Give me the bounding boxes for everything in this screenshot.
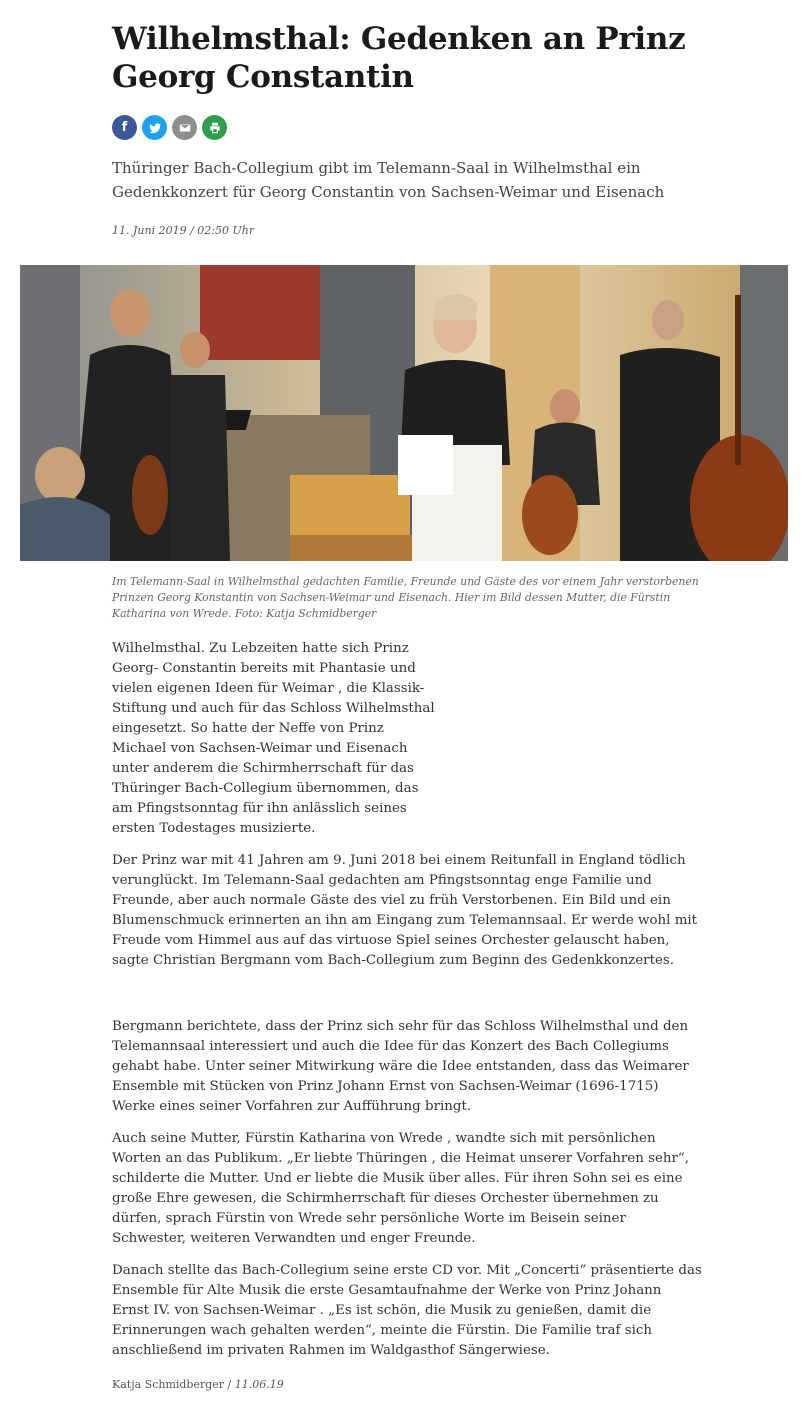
- article-photo: [20, 265, 788, 561]
- body-paragraph-4: Auch seine Mutter, Fürstin Katharina von Wrede , wandte sich mit persönlichen Worten an das Publikum. „Er liebte Thüringen , die Heimat unserer Vorfahren sehr“, schilderte die Mutter. Und er liebte die Musik über alles. Für ihren Sohn sei es eine große Ehre gewesen, die Schirmherrschaft für dieses Orchester übernehmen zu dürfen, sprach Fürstin von Wrede sehr persönliche Worte im Beisein seiner Schwester, weiteren Verwandten und enger Freunde.: [112, 1131, 690, 1246]
- byline-date: 11.06.19: [234, 1378, 284, 1391]
- article-lead: Thüringer Bach-Collegium gibt im Telemann-Saal in Wilhelmsthal ein Gedenkkonzert für Georg Constantin von Sachsen-Weimar und Eisenach: [112, 159, 665, 201]
- facebook-share-button[interactable]: [112, 115, 137, 140]
- byline-author: Katja Schmidberger: [112, 1378, 225, 1391]
- body-paragraph-2: Der Prinz war mit 41 Jahren am 9. Juni 2018 bei einem Reitunfall in England tödlich verunglückt. Im Telemann-Saal gedachten am Pfingstsonntag enge Familie und Freunde, aber auch normale Gäste des viel zu früh Verstorbenen. Ein Bild und ein Blumenschmuck erinnerten an ihn am Eingang zum Telemannsaal. Er werde wohl mit Freude vom Himmel aus auf das virtuose Spiel seines Orchester gelauscht haben, sagte Christian Bergmann vom Bach-Collegium zum Beginn des Gedenkkonzertes.: [112, 853, 698, 968]
- twitter-icon: [148, 121, 162, 135]
- photo-caption: Im Telemann-Saal in Wilhelmsthal gedachten Familie, Freunde und Gäste des vor einem Jahr verstorbenen Prinzen Georg Konstantin von Sachsen-Weimar und Eisenach. Hier im Bild dessen Mutter, die Fürstin Katharina von Wrede. Foto: Katja Schmidberger: [112, 575, 699, 620]
- body-paragraph-3: Bergmann berichtete, dass der Prinz sich sehr für das Schloss Wilhelmsthal und den Telemannsaal interessiert und auch die Idee für das Konzert des Bach Collegiums gehabt habe. Unter seiner Mitwirkung wäre die Idee entstanden, dass das Weimarer Ensemble mit Stücken von Prinz Johann Ernst von Sachsen-Weimar (1696-1715) Werke eines seiner Vorfahren zur Aufführung bringt.: [112, 1019, 689, 1114]
- print-button[interactable]: [202, 115, 227, 140]
- body-paragraph-1: Wilhelmsthal. Zu Lebzeiten hatte sich Prinz Georg- Constantin bereits mit Phantasie und vielen eigenen Ideen für Weimar , die Klassik-Stiftung und auch für das Schloss Wilhelmsthal eingesetzt. So hatte der Neffe von Prinz Michael von Sachsen-Weimar und Eisenach unter anderem die Schirmherrschaft für das Thüringer Bach-Collegium übernommen, das am Pfingstsonntag für ihn anlässlich seines ersten Todestages musizierte.: [112, 641, 435, 836]
- print-icon: [208, 121, 222, 135]
- byline: [112, 1378, 284, 1391]
- body-paragraph-5: Danach stellte das Bach-Collegium seine erste CD vor. Mit „Concerti“ präsentierte das Ensemble für Alte Musik die erste Gesamtaufnahme der Werke von Prinz Johann Ernst IV. von Sachsen-Weimar . „Es ist schön, die Musik zu genießen, damit die Erinnerungen wach gehalten werden“, meinte die Fürstin. Die Familie traf sich anschließend im privaten Rahmen im Waldgasthof Sängerwiese.: [112, 1263, 702, 1358]
- article-title: Wilhelmsthal: Gedenken an Prinz Georg Constantin: [112, 21, 686, 95]
- concert-photo-illustration: [20, 265, 788, 561]
- share-bar: [112, 115, 227, 140]
- mail-share-button[interactable]: [172, 115, 197, 140]
- twitter-share-button[interactable]: [142, 115, 167, 140]
- publish-date: 11. Juni 2019 / 02:50 Uhr: [112, 224, 255, 237]
- byline-separator: /: [224, 1378, 235, 1391]
- mail-icon: [178, 121, 192, 135]
- facebook-icon: f: [121, 120, 128, 135]
